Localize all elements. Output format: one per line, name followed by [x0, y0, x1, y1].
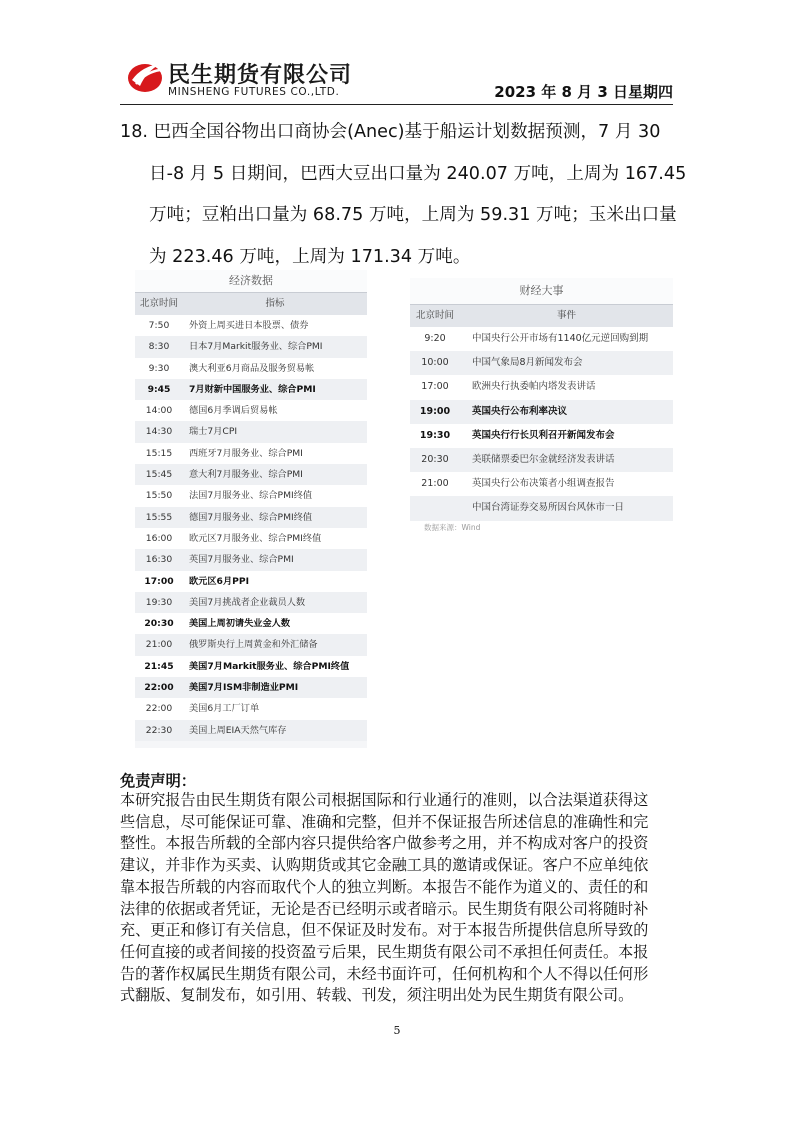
table-row — [135, 315, 367, 336]
table-row — [135, 592, 367, 613]
company-name-cn: 民生期货有限公司 — [168, 63, 353, 88]
row-time: 20:30 — [421, 453, 449, 465]
table-row — [410, 496, 673, 520]
row-text: 美国7月ISM非制造业PMI — [189, 682, 299, 694]
row-time: 9:30 — [148, 362, 170, 374]
table-row — [135, 571, 367, 592]
row-text: 美国7月挑战者企业裁员人数 — [189, 596, 306, 608]
minsheng-logo-icon — [126, 58, 164, 94]
table-row — [135, 634, 367, 655]
row-text: 英国央行公布决策者小组调查报告 — [472, 478, 615, 490]
row-time: 7:50 — [148, 320, 170, 331]
row-text: 美国7月Markit服务业、综合PMI终值 — [189, 660, 350, 672]
row-text: 瑞士7月CPI — [189, 426, 238, 438]
row-text: 法国7月服务业、综合PMI终值 — [189, 490, 313, 502]
row-time: 16:30 — [145, 554, 173, 566]
row-time: 19:30 — [419, 429, 451, 441]
page-header — [120, 48, 673, 104]
row-text: 美联储票委巴尔金就经济发表讲话 — [472, 453, 615, 465]
table-row — [135, 485, 367, 506]
table-row — [135, 677, 367, 698]
row-text: 俄罗斯央行上周黄金和外汇储备 — [189, 639, 318, 651]
table-body — [135, 315, 367, 741]
disclaimer-line: 建议，并非作为买卖、认购期货或其它金融工具的邀请或保证。客户不应单纯依 — [120, 856, 649, 875]
company-name-en: MINSHENG FUTURES CO.,LTD. — [168, 86, 340, 98]
disclaimer-line: 法律的依据或者凭证，无论是否已经明示或者暗示。民生期货有限公司将随时补 — [120, 899, 649, 918]
table-row — [135, 464, 367, 485]
row-time: 14:00 — [145, 405, 173, 417]
report-date: 2023 年 8 月 3 日星期四 — [494, 83, 673, 101]
financial-events-table — [410, 278, 673, 532]
row-time: 15:55 — [145, 511, 173, 523]
row-time: 22:00 — [145, 703, 173, 715]
disclaimer-line: 任何直接的或者间接的投资盈亏后果，民生期货有限公司不承担任何责任。本报 — [120, 942, 649, 961]
table-body — [410, 327, 673, 521]
row-text: 欧元区6月PPI — [189, 575, 250, 587]
row-time: 20:30 — [144, 618, 174, 630]
table-row — [135, 720, 367, 741]
row-time: 16:00 — [145, 532, 173, 544]
disclaimer-title: 免责声明： — [120, 772, 196, 790]
row-text: 中国央行公开市场有1140亿元逆回购到期 — [472, 333, 649, 344]
column-header-time: 北京时间 — [139, 298, 178, 309]
row-text: 意大利7月服务业、综合PMI — [189, 469, 303, 481]
table-row — [410, 424, 673, 448]
table-row — [135, 358, 367, 379]
row-time: 21:00 — [421, 478, 449, 490]
table-title: 经济数据 — [135, 270, 367, 293]
row-text: 美国上周初请失业金人数 — [189, 618, 291, 630]
company-logo — [120, 54, 360, 100]
row-time: 15:15 — [145, 447, 173, 459]
row-text: 英国央行行长贝利召开新闻发布会 — [472, 429, 615, 441]
economic-data-table — [135, 270, 367, 748]
disclaimer-line: 靠本报告所载的内容而取代个人的独立判断。本报告不能作为道义的、责任的和 — [120, 877, 649, 896]
row-time: 9:45 — [147, 383, 171, 395]
news-line: 万吨；豆粕出口量为 68.75 万吨，上周为 59.31 万吨；玉米出口量 — [149, 205, 677, 225]
disclaimer-line: 些信息，尽可能保证可靠、准确和完整，但并不保证报告所述信息的准确性和完 — [120, 812, 649, 831]
row-text: 日本7月Markit服务业、综合PMI — [189, 341, 323, 353]
row-text: 7月财新中国服务业、综合PMI — [189, 383, 316, 395]
header-divider — [120, 104, 673, 105]
disclaimer-line: 告的著作权属民生期货有限公司，未经书面许可，任何机构和个人不得以任何形 — [120, 964, 649, 983]
disclaimer-line: 式翻版、复制发布，如引用、转载、刊发，须注明出处为民生期货有限公司。 — [120, 986, 634, 1005]
row-time: 19:00 — [419, 405, 451, 417]
row-text: 欧洲央行执委帕内塔发表讲话 — [472, 381, 596, 393]
row-text: 美国6月工厂订单 — [189, 703, 260, 715]
disclaimer-line: 整性。本报告所载的全部内容只提供给客户做参考之用，并不构成对客户的投资 — [120, 834, 649, 853]
row-text: 外资上周买进日本股票、债券 — [189, 320, 309, 331]
table-row — [135, 400, 367, 421]
row-time: 17:00 — [144, 575, 174, 587]
row-time: 21:45 — [144, 660, 174, 672]
news-line: 18. 巴西全国谷物出口商协会(Anec)基于船运计划数据预测，7 月 30 — [120, 122, 661, 142]
table-row — [410, 375, 673, 399]
table-header — [410, 305, 673, 327]
row-text: 澳大利亚6月商品及服务贸易帐 — [189, 362, 315, 374]
row-text: 英国7月服务业、综合PMI — [189, 554, 294, 566]
table-row — [410, 448, 673, 472]
row-time: 8:30 — [148, 341, 170, 353]
table-row — [410, 400, 673, 424]
table-row — [410, 472, 673, 496]
table-row — [135, 549, 367, 570]
row-text: 英国央行公布利率决议 — [472, 405, 568, 417]
row-time: 22:30 — [145, 724, 173, 736]
table-row — [135, 656, 367, 677]
table-row — [135, 507, 367, 528]
data-source-note: 数据来源：Wind — [410, 521, 673, 535]
column-header-time: 北京时间 — [415, 310, 454, 321]
news-item-18 — [120, 112, 687, 278]
row-time: 15:45 — [145, 469, 173, 481]
row-time: 15:50 — [145, 490, 173, 502]
table-row — [135, 613, 367, 634]
disclaimer-line: 充、更正和修订有关信息，但不保证及时发布。对于本报告所提供信息所导致的 — [120, 921, 649, 940]
row-time: 22:00 — [144, 682, 174, 694]
table-title: 财经大事 — [410, 278, 673, 305]
row-text: 中国气象局8月新闻发布会 — [472, 357, 583, 369]
disclaimer-text — [120, 790, 680, 1007]
table-row — [135, 421, 367, 442]
row-text: 美国上周EIA天然气库存 — [189, 724, 287, 736]
row-time — [410, 496, 460, 520]
table-row — [135, 336, 367, 357]
table-row — [410, 351, 673, 375]
row-text: 欧元区7月服务业、综合PMI终值 — [189, 532, 322, 544]
row-time: 17:00 — [421, 381, 449, 393]
row-time: 21:00 — [145, 639, 173, 651]
row-text: 西班牙7月服务业、综合PMI — [189, 447, 303, 459]
table-row — [135, 698, 367, 719]
row-time: 10:00 — [421, 357, 449, 369]
news-line: 为 223.46 万吨，上周为 171.34 万吨。 — [149, 246, 471, 267]
column-header-event: 事件 — [556, 310, 576, 321]
table-row — [135, 379, 367, 400]
disclaimer-line: 本研究报告由民生期货有限公司根据国际和行业通行的准则，以合法渠道获得这 — [120, 791, 649, 809]
table-row — [135, 443, 367, 464]
row-text: 德国7月服务业、综合PMI终值 — [189, 511, 313, 523]
row-time: 14:30 — [145, 426, 173, 438]
row-time: 19:30 — [145, 596, 173, 608]
table-header — [135, 293, 367, 315]
row-time: 9:20 — [424, 333, 446, 344]
page-number: 5 — [393, 1024, 401, 1037]
news-line: 日-8 月 5 日期间，巴西大豆出口量为 240.07 万吨，上周为 167.45 — [149, 163, 687, 184]
row-text: 德国6月季调后贸易帐 — [189, 405, 278, 417]
table-row — [410, 327, 673, 351]
column-header-item: 指标 — [265, 298, 285, 309]
table-row — [135, 528, 367, 549]
row-text: 中国台湾证券交易所因台风休市一日 — [472, 502, 625, 514]
